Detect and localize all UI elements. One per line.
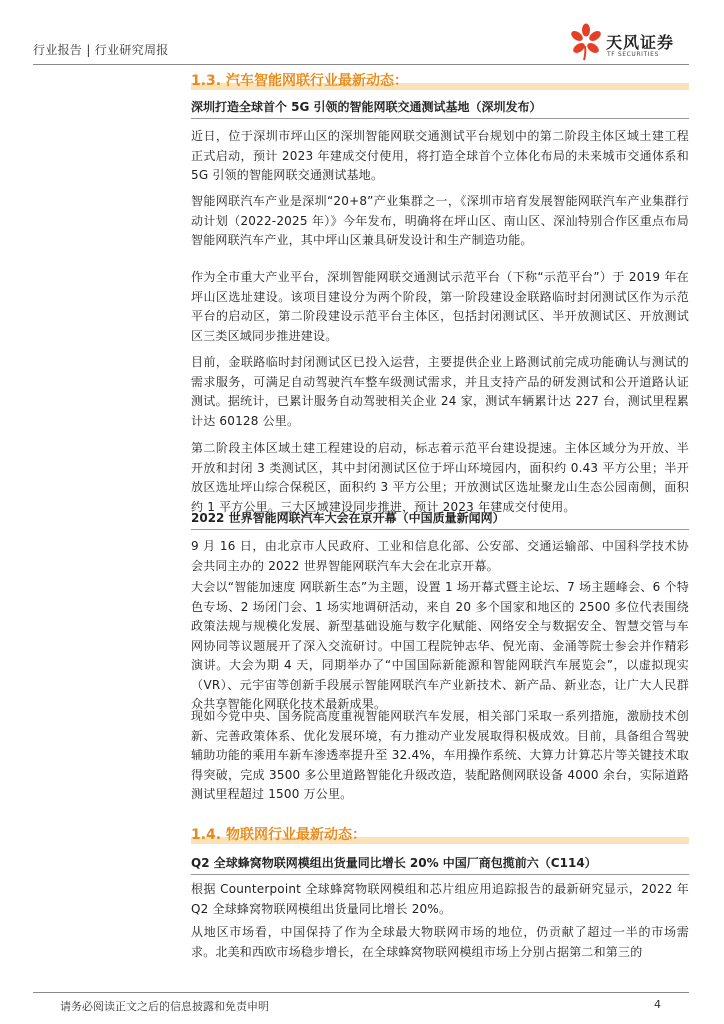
article-headline: Q2 全球蜂窝物联网模组出货量同比增长 20% 中国厂商包揽前六（C114） <box>191 855 689 871</box>
paragraph: 9 月 16 日，由北京市人民政府、工业和信息化部、公安部、交通运输部、中国科学技术协会共同主办的 2022 世界智能网联汽车大会在北京开幕。 <box>191 539 689 573</box>
paragraph: 根据 Counterpoint 全球蜂窝物联网模组和芯片组应用追踪报告的最新研究显示，2022 年 Q2 全球蜂窝物联网模组出货量同比增长 20%。 <box>191 882 689 916</box>
brand-name-en: TF SECURITIES <box>607 51 659 58</box>
page-number: 4 <box>654 998 661 1011</box>
paragraph: 近日，位于深圳市坪山区的深圳智能网联交通测试平台规划中的第二阶段主体区域土建工程正式启动，预计 2023 年建成交付使用，将打造全球首个立体化布局的未来城市交通体系和 5G 引领的智能网联交通测试基地。 <box>191 129 689 182</box>
section-title: 1.3. 汽车智能网联行业最新动态： <box>191 70 689 92</box>
paragraph: 目前，金联路临时封闭测试区已投入运营，主要提供企业上路测试前完成功能确认与测试的需求服务，可满足自动驾驶汽车整车级测试需求，并且支持产品的研发测试和公开道路认证测试。据统计，已累计服务自动驾驶相关企业 24 家，测试车辆累计达 227 台，测试里程累计达 60128 公里。 <box>191 355 689 428</box>
paragraph: 智能网联汽车产业是深圳“20+8”产业集群之一，《深圳市培育发展智能网联汽车产业集群行动计划（2022-2025 年）》今年发布，明确将在坪山区、南山区、深汕特别合作区重点布局智能网联汽车产业，其中坪山区兼具研发设计和生产制造功能。 <box>191 194 689 247</box>
paragraph: 大会以“智能加速度 网联新生态”为主题，设置 1 场开幕式暨主论坛、7 场主题峰会、6 个特色专场、2 场闭门会、1 场实地调研活动，来自 20 多个国家和地区的 2500 多位代表围绕政策法规与规模化发展、新型基础设施与数字化赋能、网络安全与数据安全、智慧交管与车网协同等议题展开了深入交流研讨。中国工程院钟志华、倪光南、金涌等院士参会并作精彩演讲。大会为期 4 天，同期举办了“中国国际新能源和智能网联汽车展览会”，以虚拟现实（VR）、元宇宙等创新手段展示智能网联汽车产业新技术、新产品、新业态，让广大人民群众共享智能化网联化技术最新成果。 <box>191 580 689 711</box>
report-category: 行业报告 | 行业研究周报 <box>33 43 169 57</box>
article-headline: 2022 世界智能网联汽车大会在京开幕（中国质量新闻网） <box>191 510 689 526</box>
brand-logo <box>568 22 698 66</box>
paragraph: 作为全市重大产业平台，深圳智能网联交通测试示范平台（下称“示范平台”）于 2019 年在坪山区选址建设。该项目建设分为两个阶段，第一阶段建设金联路临时封闭测试区作为示范平台的启动区，第二阶段建设示范平台主体区，包括封闭测试区、半开放测试区、开放测试区三类区域同步推进建设。 <box>191 270 689 343</box>
paragraph: 第二阶段主体区域土建工程建设的启动，标志着示范平台建设提速。主体区域分为开放、半开放和封闭 3 类测试区，其中封闭测试区位于坪山环境园内，面积约 0.43 平方公里；半开放区选址坪山综合保税区，面积约 3 平方公里；开放测试区选址聚龙山生态公园南侧，面积约 1 平方公里。三大区域建设同步推进，预计 2023 年建成交付使用。 <box>191 441 689 514</box>
paragraph: 现如今党中央、国务院高度重视智能网联汽车发展，相关部门采取一系列措施，激励技术创新、完善政策体系、优化发展环境，有力推动产业发展取得积极成效。目前，具备组合驾驶辅助功能的乘用车新车渗透率提升至 32.4%，车用操作系统、大算力计算芯片等关键技术取得突破，完成 3500 多公里道路智能化升级改造，装配路侧网联设备 4000 余台，实际道路测试里程超过 1500 万公里。 <box>191 709 689 801</box>
section-title: 1.4. 物联网行业最新动态： <box>191 824 689 846</box>
header-divider <box>33 64 689 65</box>
paragraph: 从地区市场看，中国保持了作为全球最大物联网市场的地位，仍贡献了超过一半的市场需求。北美和西欧市场稳步增长，在全球蜂窝物联网模组市场上分别占据第二和第三的 <box>191 925 689 959</box>
article-headline: 深圳打造全球首个 5G 引领的智能网联交通测试基地（深圳发布） <box>191 99 689 115</box>
flower-logo-icon <box>568 22 604 62</box>
footer-divider <box>33 992 689 993</box>
brand-name-cn: 天风证券 <box>606 33 675 52</box>
disclaimer-text: 请务必阅读正文之后的信息披露和免责申明 <box>60 1000 269 1013</box>
